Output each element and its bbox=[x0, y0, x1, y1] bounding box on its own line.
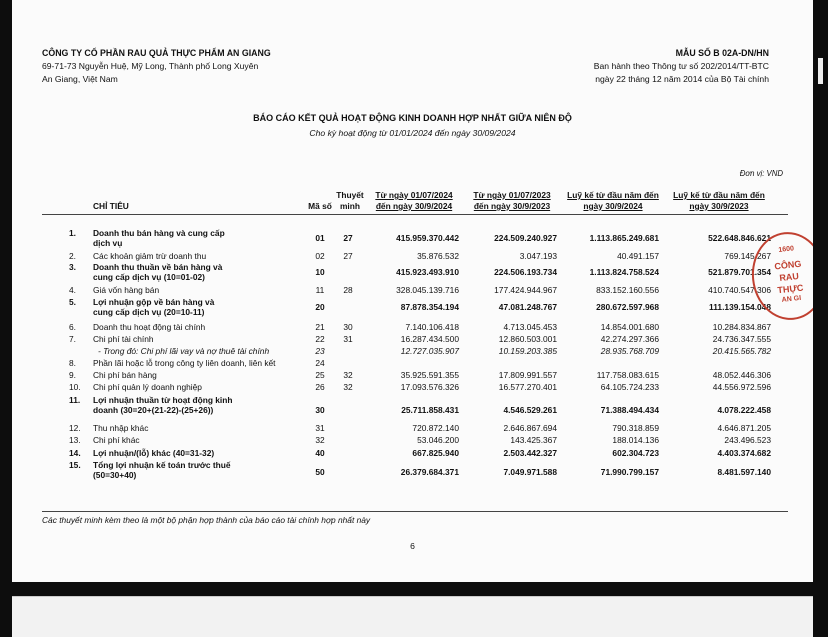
row-value-ytd-2024: 71.990.799.157 bbox=[600, 467, 659, 477]
row-label-line2: cung cấp dịch vụ (10=01-02) bbox=[93, 272, 205, 282]
row-number: 15. bbox=[69, 460, 81, 470]
company-address-2: An Giang, Việt Nam bbox=[42, 74, 118, 84]
row-code: 10 bbox=[315, 267, 325, 277]
row-value-ytd-2024: 1.113.865.249.681 bbox=[589, 233, 659, 243]
row-value-ytd-2023: 521.879.701.354 bbox=[708, 267, 771, 277]
col-header-item: CHỈ TIÊU bbox=[93, 201, 129, 211]
report-title: BÁO CÁO KẾT QUẢ HOẠT ĐỘNG KINH DOANH HỢP NHẤT GIỮA NIÊN ĐỘ bbox=[253, 113, 572, 123]
row-value-q3-2024: 35.925.591.355 bbox=[400, 370, 459, 380]
row-value-ytd-2023: 4.403.374.682 bbox=[717, 448, 771, 458]
row-number: 9. bbox=[69, 370, 76, 380]
row-code: 02 bbox=[315, 251, 325, 261]
row-value-ytd-2023: 24.736.347.555 bbox=[712, 334, 771, 344]
row-value-ytd-2024: 117.758.083.615 bbox=[596, 370, 659, 380]
row-value-q3-2023: 17.809.991.557 bbox=[498, 370, 557, 380]
row-value-q3-2024: 12.727.035.907 bbox=[400, 346, 459, 356]
row-value-ytd-2023: 10.284.834.867 bbox=[712, 322, 771, 332]
row-value-ytd-2023: 410.740.547.306 bbox=[708, 285, 771, 295]
row-code: 25 bbox=[315, 370, 325, 380]
header-divider bbox=[42, 214, 788, 215]
col-header-q3-2024-line1: Từ ngày 01/07/2024 bbox=[375, 190, 453, 200]
row-value-q3-2024: 25.711.858.431 bbox=[401, 405, 459, 415]
row-label bbox=[93, 395, 273, 415]
row-value-ytd-2024: 40.491.157 bbox=[617, 251, 659, 261]
row-code: 40 bbox=[315, 448, 325, 458]
row-value-ytd-2023: 769.145.267 bbox=[724, 251, 771, 261]
row-value-q3-2024: 667.825.940 bbox=[412, 448, 459, 458]
col-header-q3-2023-line2: đến ngày 30/9/2023 bbox=[473, 201, 551, 211]
col-header-code: Mã số bbox=[308, 201, 332, 211]
col-header-ytd-2024-line2: ngày 30/9/2024 bbox=[583, 201, 643, 211]
row-value-ytd-2024: 71.388.494.434 bbox=[600, 405, 659, 415]
row-value-ytd-2023: 8.481.597.140 bbox=[717, 467, 771, 477]
row-label bbox=[93, 262, 273, 282]
row-value-q3-2024: 415.923.493.910 bbox=[396, 267, 459, 277]
row-code: 21 bbox=[315, 322, 325, 332]
row-value-q3-2023: 3.047.193 bbox=[519, 251, 557, 261]
circular-line-2: ngày 22 tháng 12 năm 2014 của Bộ Tài chính bbox=[595, 74, 769, 84]
row-value-ytd-2023: 4.078.222.458 bbox=[717, 405, 771, 415]
row-value-ytd-2024: 1.113.824.758.524 bbox=[589, 267, 659, 277]
row-value-q3-2023: 12.860.503.001 bbox=[498, 334, 557, 344]
report-subtitle: Cho kỳ hoạt động từ 01/01/2024 đến ngày 30/09/2024 bbox=[309, 128, 516, 138]
row-code: 01 bbox=[315, 233, 325, 243]
row-label: Doanh thu hoạt động tài chính bbox=[93, 322, 206, 332]
row-value-q3-2023: 2.646.867.694 bbox=[503, 423, 557, 433]
col-header-ytd-2024 bbox=[560, 190, 666, 212]
row-number: 7. bbox=[69, 334, 76, 344]
row-value-ytd-2024: 28.935.768.709 bbox=[600, 346, 659, 356]
footer-divider bbox=[42, 511, 788, 512]
row-value-ytd-2023: 243.496.523 bbox=[724, 435, 771, 445]
form-block bbox=[594, 47, 769, 86]
row-label-line2: dịch vụ bbox=[93, 238, 123, 248]
row-value-ytd-2023: 522.648.846.621 bbox=[708, 233, 771, 243]
row-value-ytd-2024: 280.672.597.968 bbox=[596, 302, 659, 312]
row-value-q3-2023: 2.503.442.327 bbox=[503, 448, 557, 458]
row-number: 10. bbox=[69, 382, 81, 392]
row-label-line1: Tổng lợi nhuận kế toán trước thuế bbox=[93, 460, 231, 470]
row-value-q3-2024: 720.872.140 bbox=[412, 423, 459, 433]
row-code: 26 bbox=[315, 382, 325, 392]
row-number: 1. bbox=[69, 228, 76, 238]
row-label-line1: Lợi nhuận gộp về bán hàng và bbox=[93, 297, 215, 307]
row-value-ytd-2023: 20.415.565.782 bbox=[712, 346, 771, 356]
company-address-1: 69-71-73 Nguyễn Huệ, Mỹ Long, Thành phố Long Xuyên bbox=[42, 61, 259, 71]
currency-unit: Đơn vị: VND bbox=[739, 169, 783, 178]
col-header-q3-2024-line2: đến ngày 30/9/2024 bbox=[375, 201, 453, 211]
row-label: Chi phí quản lý doanh nghiệp bbox=[93, 382, 202, 392]
seal-line-2: CÔNG bbox=[773, 258, 802, 272]
row-label: Lợi nhuận/(lỗ) khác (40=31-32) bbox=[93, 448, 215, 458]
row-label: Thu nhập khác bbox=[93, 423, 149, 433]
row-value-ytd-2023: 4.646.871.205 bbox=[717, 423, 771, 433]
row-label-line1: Doanh thu thuần về bán hàng và bbox=[93, 262, 223, 272]
row-value-q3-2024: 17.093.576.326 bbox=[400, 382, 459, 392]
row-code: 11 bbox=[315, 285, 325, 295]
row-value-q3-2023: 4.713.045.453 bbox=[503, 322, 557, 332]
row-label-line1: Lợi nhuận thuần từ hoạt động kinh bbox=[93, 395, 233, 405]
row-value-ytd-2024: 833.152.160.556 bbox=[596, 285, 659, 295]
row-value-q3-2023: 16.577.270.401 bbox=[498, 382, 557, 392]
row-label-line1: Doanh thu bán hàng và cung cấp bbox=[93, 228, 225, 238]
row-label bbox=[93, 460, 273, 480]
row-label: Chi phí tài chính bbox=[93, 334, 154, 344]
row-value-q3-2023: 224.509.240.927 bbox=[494, 233, 557, 243]
row-value-ytd-2024: 42.274.297.366 bbox=[600, 334, 659, 344]
col-header-note-line1: Thuyết bbox=[336, 190, 364, 200]
row-number: 3. bbox=[69, 262, 76, 272]
row-value-ytd-2024: 14.854.001.680 bbox=[600, 322, 659, 332]
seal-line-4: THỰC bbox=[776, 282, 804, 296]
company-block bbox=[42, 47, 271, 86]
row-note: 30 bbox=[343, 322, 353, 332]
row-value-ytd-2023: 48.052.446.306 bbox=[712, 370, 771, 380]
row-code: 20 bbox=[315, 302, 325, 312]
row-value-q3-2024: 415.959.370.442 bbox=[396, 233, 459, 243]
row-value-q3-2024: 87.878.354.194 bbox=[400, 302, 459, 312]
footer-note: Các thuyết minh kèm theo là một bộ phận hợp thành của báo cáo tài chính hợp nhất này bbox=[42, 515, 371, 525]
row-value-ytd-2023: 111.139.154.048 bbox=[709, 302, 771, 312]
row-label-line2: cung cấp dịch vụ (20=10-11) bbox=[93, 307, 205, 317]
row-label: Chi phí bán hàng bbox=[93, 370, 157, 380]
row-value-ytd-2024: 602.304.723 bbox=[612, 448, 659, 458]
row-value-ytd-2024: 188.014.136 bbox=[612, 435, 659, 445]
row-note: 31 bbox=[343, 334, 353, 344]
page-number: 6 bbox=[410, 541, 415, 551]
row-number: 13. bbox=[69, 435, 81, 445]
row-value-q3-2023: 4.546.529.261 bbox=[503, 405, 557, 415]
row-code: 31 bbox=[315, 423, 325, 433]
row-code: 22 bbox=[315, 334, 325, 344]
row-number: 11. bbox=[69, 395, 81, 405]
col-header-ytd-2023-line2: ngày 30/9/2023 bbox=[689, 201, 749, 211]
col-header-ytd-2023-line1: Luỹ kế từ đầu năm đến bbox=[673, 190, 765, 200]
row-value-q3-2024: 16.287.434.500 bbox=[400, 334, 459, 344]
company-name: CÔNG TY CỔ PHẦN RAU QUẢ THỰC PHẨM AN GIANG bbox=[42, 48, 271, 58]
row-value-q3-2023: 47.081.248.767 bbox=[498, 302, 557, 312]
row-code: 30 bbox=[315, 405, 325, 415]
row-note: 32 bbox=[343, 370, 353, 380]
col-header-ytd-2024-line1: Luỹ kế từ đầu năm đến bbox=[567, 190, 659, 200]
row-number: 14. bbox=[69, 448, 81, 458]
row-label bbox=[93, 228, 273, 248]
row-label: Giá vốn hàng bán bbox=[93, 285, 160, 295]
row-number: 5. bbox=[69, 297, 76, 307]
seal-line-5: AN GI bbox=[781, 294, 802, 304]
next-page-preview bbox=[12, 596, 813, 637]
row-note: 28 bbox=[343, 285, 353, 295]
row-value-q3-2023: 10.159.203.385 bbox=[498, 346, 557, 356]
row-code: 32 bbox=[315, 435, 325, 445]
row-value-q3-2023: 224.506.193.734 bbox=[494, 267, 557, 277]
row-code: 50 bbox=[315, 467, 325, 477]
col-header-q3-2023 bbox=[462, 190, 562, 212]
row-value-q3-2023: 7.049.971.588 bbox=[503, 467, 557, 477]
row-number: 6. bbox=[69, 322, 76, 332]
scrollbar-thumb[interactable] bbox=[818, 58, 823, 84]
row-value-q3-2024: 53.046.200 bbox=[417, 435, 459, 445]
row-number: 8. bbox=[69, 358, 76, 368]
col-header-q3-2024 bbox=[364, 190, 464, 212]
row-label: Chi phí khác bbox=[93, 435, 140, 445]
row-label-line2: doanh (30=20+(21-22)-(25+26)) bbox=[93, 405, 214, 415]
row-note: 27 bbox=[343, 233, 353, 243]
col-header-note bbox=[332, 190, 368, 212]
row-label: Phần lãi hoặc lỗ trong công ty liên doanh, liên kết bbox=[93, 358, 276, 368]
seal-line-3: RAU bbox=[778, 271, 800, 283]
row-code: 24 bbox=[315, 358, 325, 368]
row-code: 23 bbox=[315, 346, 325, 356]
row-value-q3-2024: 7.140.106.418 bbox=[405, 322, 459, 332]
row-number: 2. bbox=[69, 251, 76, 261]
row-label-line2: (50=30+40) bbox=[93, 470, 137, 480]
row-note: 27 bbox=[343, 251, 353, 261]
row-value-q3-2023: 143.425.367 bbox=[510, 435, 557, 445]
row-number: 4. bbox=[69, 285, 76, 295]
row-note: 32 bbox=[343, 382, 353, 392]
row-value-q3-2024: 35.876.532 bbox=[417, 251, 459, 261]
row-value-q3-2023: 177.424.944.967 bbox=[494, 285, 557, 295]
col-header-q3-2023-line1: Từ ngày 01/07/2023 bbox=[473, 190, 551, 200]
row-value-q3-2024: 328.045.139.716 bbox=[396, 285, 459, 295]
row-value-ytd-2023: 44.556.972.596 bbox=[712, 382, 771, 392]
row-value-ytd-2024: 790.318.859 bbox=[612, 423, 659, 433]
row-label: Các khoản giảm trừ doanh thu bbox=[93, 251, 207, 261]
col-header-ytd-2023 bbox=[666, 190, 772, 212]
seal-line-1: 1600 bbox=[778, 245, 795, 254]
row-value-ytd-2024: 64.105.724.233 bbox=[600, 382, 659, 392]
row-number: 12. bbox=[69, 423, 81, 433]
row-label: - Trong đó: Chi phí lãi vay và nợ thuê tài chính bbox=[98, 346, 270, 356]
form-number: MẪU SỐ B 02A-DN/HN bbox=[675, 48, 769, 58]
viewer-edge bbox=[813, 0, 828, 621]
row-value-q3-2024: 26.379.684.371 bbox=[400, 467, 459, 477]
circular-line-1: Ban hành theo Thông tư số 202/2014/TT-BTC bbox=[593, 61, 769, 71]
row-label bbox=[93, 297, 273, 317]
col-header-note-line2: minh bbox=[339, 201, 360, 211]
document-page bbox=[12, 0, 813, 582]
